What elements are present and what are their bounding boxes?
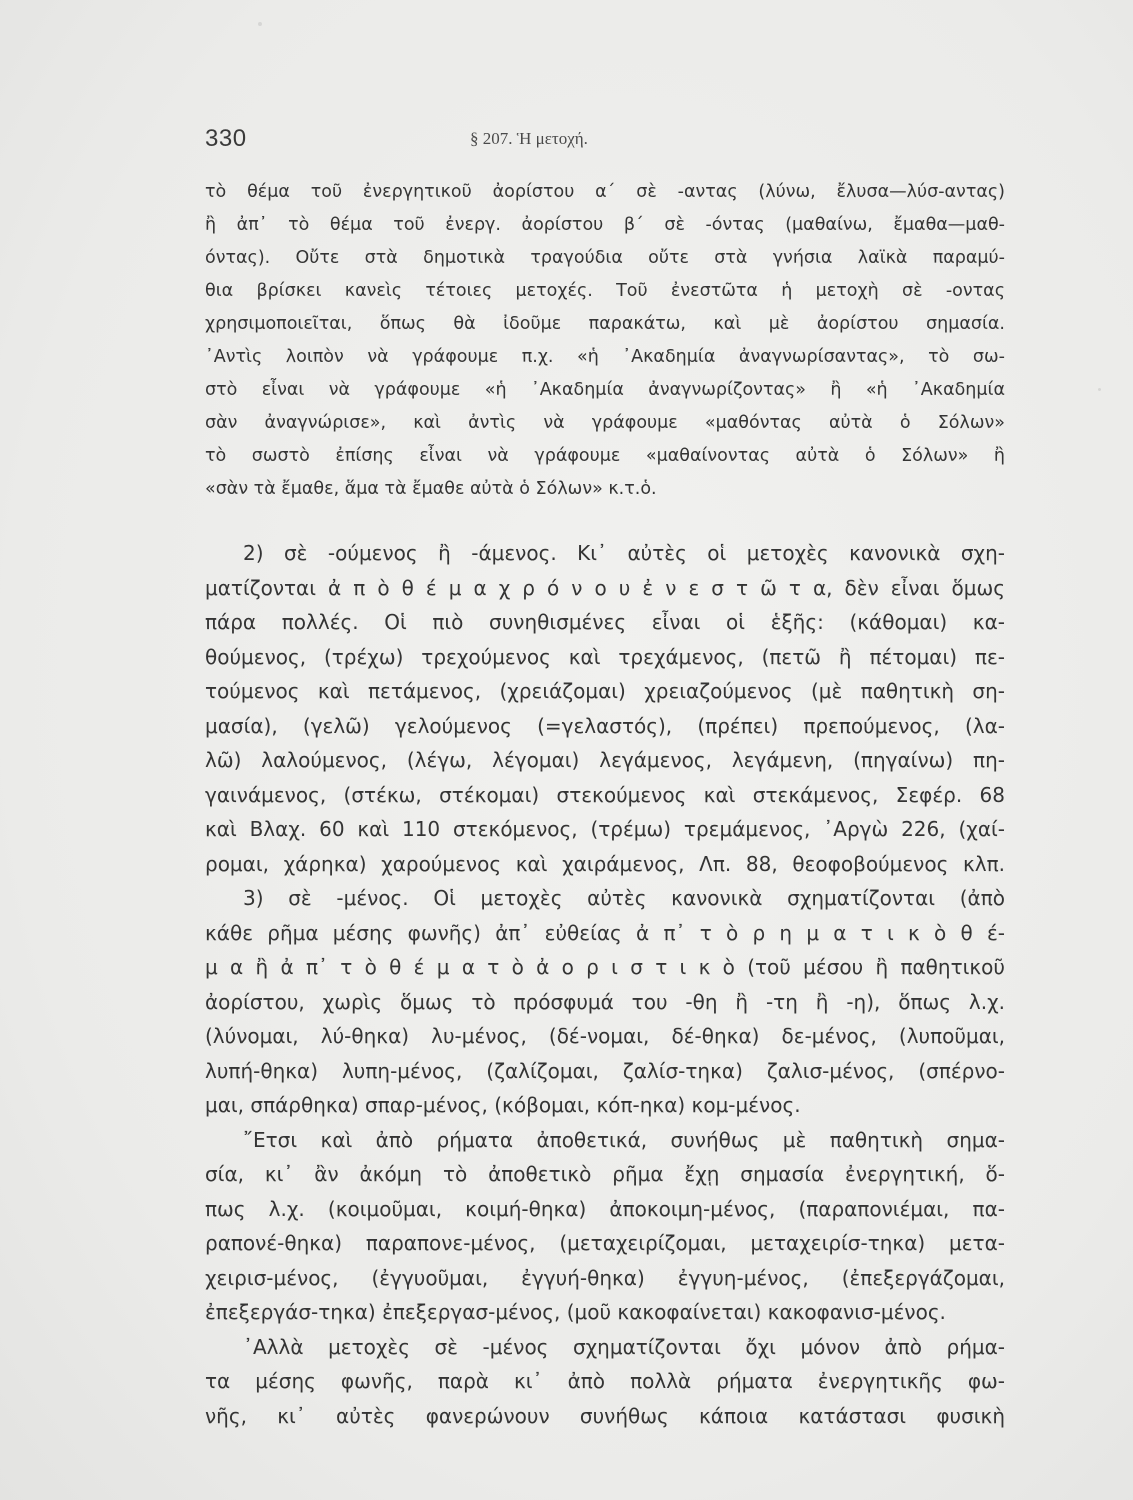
paragraph-3 xyxy=(205,881,1005,1123)
text-line: καὶ Βλαχ. 60 καὶ 110 στεκόμενος, (τρέμω) τρεμάμενος, ᾽Αργὼ 226, (χαί- xyxy=(205,817,1005,841)
text-line: θούμενος, (τρέχω) τρεχούμενος καὶ τρεχάμενος, (πετῶ ἢ πέτομαι) πε- xyxy=(205,644,1005,669)
text-line: τὸ θέμα τοῦ ἐνεργητικοῦ ἀορίστου α΄ σὲ -αντας (λύνω, ἔλυσα—λύσ-αντας) xyxy=(205,182,1005,202)
text-line: ἀορίστου, χωρὶς ὅμως τὸ πρόσφυμά του -θη ἢ -τη ἢ -η), ὅπως λ.χ. xyxy=(205,989,1005,1014)
text-line: νῆς, κι᾽ αὐτὲς φανερώνουν συνήθως κάποια κατάστασι φυσικὴ xyxy=(205,1403,1005,1428)
text-line: λῶ) λαλούμενος, (λέγω, λέγομαι) λεγάμενος, λεγάμενη, (πηγαίνω) πη- xyxy=(205,748,1005,772)
scan-speck xyxy=(1098,388,1101,391)
text-line: 2) σὲ -ούμενος ἢ -άμενος. Κι᾽ αὐτὲς οἱ μετοχὲς κανονικὰ σχη- xyxy=(243,541,1005,565)
text-line: πάρα πολλές. Οἱ πιὸ συνηθισμένες εἶναι οἱ ἑξῆς: (κάθομαι) κα- xyxy=(205,610,1005,634)
text-line: λυπή-θηκα) λυπη-μένος, (ζαλίζομαι, ζαλίσ-τηκα) ζαλισ-μένος, (σπέρνο- xyxy=(205,1058,1005,1083)
text-line: ῎Ετσι καὶ ἀπὸ ρήματα ἀποθετικά, συνήθως μὲ παθητικὴ σημα- xyxy=(243,1127,1005,1152)
paragraph-gap xyxy=(205,506,1005,536)
text-line: μασία), (γελῶ) γελούμενος (=γελαστός), (πρέπει) πρεπούμενος, (λα- xyxy=(205,713,1005,738)
text-line: χρησιμοποιεῖται, ὅπως θὰ ἰδοῦμε παρακάτω, καὶ μὲ ἀορίστου σημασία. xyxy=(205,314,1005,334)
paragraph-1 xyxy=(205,176,1005,506)
text-line: ᾽Αλλὰ μετοχὲς σὲ -μένος σχηματίζονται ὄχι μόνον ἀπὸ ρήμα- xyxy=(243,1334,1005,1359)
scan-speck xyxy=(258,22,262,26)
text-line: ραπονέ-θηκα) παραπονε-μένος, (μεταχειρίζομαι, μεταχειρίσ-τηκα) μετα- xyxy=(205,1231,1005,1255)
text-line: ἐπεξεργάσ-τηκα) ἐπεξεργασ-μένος, (μοῦ κακοφαίνεται) κακοφανισ-μένος. xyxy=(205,1300,946,1324)
paragraph-4 xyxy=(205,1123,1005,1330)
text-line: γαινάμενος, (στέκω, στέκομαι) στεκούμενος καὶ στεκάμενος, Σεφέρ. 68 xyxy=(205,782,1005,807)
text-line: ᾽Αντὶς λοιπὸν νὰ γράφουμε π.χ. «ἡ ᾽Ακαδημία ἀναγνωρίσαντας», τὸ σω- xyxy=(205,347,1005,367)
page-header xyxy=(205,125,1005,165)
text-line: τούμενος καὶ πετάμενος, (χρειάζομαι) χρειαζούμενος (μὲ παθητικὴ ση- xyxy=(205,679,1005,703)
text-line: ρομαι, χάρηκα) χαρούμενος καὶ χαιράμενος, Λπ. 88, θεοφοβούμενος κλπ. xyxy=(205,851,1005,876)
text-line: όντας). Οὔτε στὰ δημοτικὰ τραγούδια οὔτε στὰ γνήσια λαϊκὰ παραμύ- xyxy=(205,248,1005,268)
text-line: κάθε ρῆμα μέσης φωνῆς) ἀπ᾽ εὐθείας ἀ π᾽ τ ὸ ρ η μ α τ ι κ ὸ θ έ- xyxy=(205,920,1005,945)
text-line: τα μέσης φωνῆς, παρὰ κι᾽ ἀπὸ πολλὰ ρήματα ἐνεργητικῆς φω- xyxy=(205,1369,1005,1393)
text-line: μαι, σπάρθηκα) σπαρ-μένος, (κόβομαι, κόπ-ηκα) κομ-μένος. xyxy=(205,1093,801,1117)
running-head: § 207. Ἡ μετοχή. xyxy=(470,129,588,148)
text-line: (λύνομαι, λύ-θηκα) λυ-μένος, (δέ-νομαι, δέ-θηκα) δε-μένος, (λυποῦμαι, xyxy=(205,1024,1005,1048)
text-line: σία, κι᾽ ἂν ἀκόμη τὸ ἀποθετικὸ ρῆμα ἔχῃ σημασία ἐνεργητική, ὅ- xyxy=(205,1162,1005,1186)
text-line: «σὰν τὰ ἔμαθε, ἅμα τὰ ἔμαθε αὐτὰ ὁ Σόλων» κ.τ.ὁ. xyxy=(205,479,657,499)
text-line: σὰν ἀναγνώρισε», καὶ ἀντὶς νὰ γράφουμε «μαθόντας αὐτὰ ὁ Σόλων» xyxy=(205,413,1005,433)
text-line: ἢ ἀπ᾽ τὸ θέμα τοῦ ἐνεργ. ἀορίστου β΄ σὲ -όντας (μαθαίνω, ἔμαθα—μαθ- xyxy=(205,215,1005,235)
text-line: στὸ εἶναι νὰ γράφουμε «ἡ ᾽Ακαδημία ἀναγνωρίζοντας» ἢ «ἡ ᾽Ακαδημία xyxy=(205,380,1005,400)
paragraph-2 xyxy=(205,536,1005,881)
text-line: ματίζονται ἀ π ὸ θ έ μ α χ ρ ό ν ο υ ἐ ν ε σ τ ῶ τ α, δὲν εἶναι ὅμως xyxy=(205,575,1005,600)
page-number: 330 xyxy=(205,125,247,152)
text-line: 3) σὲ -μένος. Οἱ μετοχὲς αὐτὲς κανονικὰ σχηματίζονται (ἀπὸ xyxy=(243,886,1005,910)
text-line: πως λ.χ. (κοιμοῦμαι, κοιμή-θηκα) ἀποκοιμη-μένος, (παραπονιέμαι, πα- xyxy=(205,1196,1005,1221)
text-line: χειρισ-μένος, (ἐγγυοῦμαι, ἐγγυή-θηκα) ἐγγυη-μένος, (ἐπεξεργάζομαι, xyxy=(205,1265,1005,1290)
text-line: θια βρίσκει κανεὶς τέτοιες μετοχές. Τοῦ ἐνεστῶτα ἡ μετοχὴ σὲ -οντας xyxy=(205,281,1005,301)
body-text xyxy=(205,176,1005,1433)
text-line: μ α ἢ ἀ π᾽ τ ὸ θ έ μ α τ ὸ ἀ ο ρ ι σ τ ι κ ὸ (τοῦ μέσου ἢ παθητικοῦ xyxy=(205,955,1005,979)
text-line: τὸ σωστὸ ἐπίσης εἶναι νὰ γράφουμε «μαθαίνοντας αὐτὰ ὁ Σόλων» ἢ xyxy=(205,446,1005,466)
paragraph-5 xyxy=(205,1330,1005,1434)
